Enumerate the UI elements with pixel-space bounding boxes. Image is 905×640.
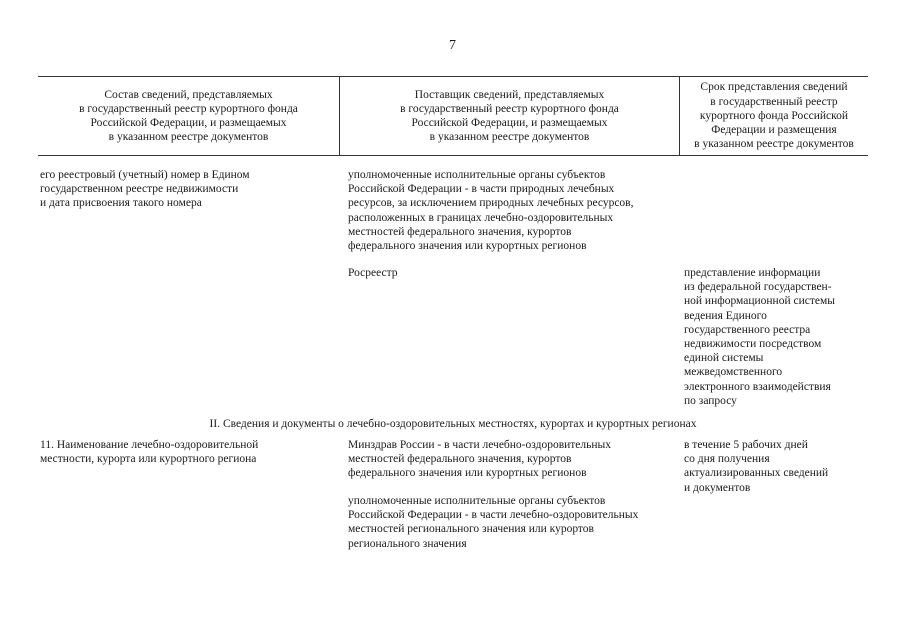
item-11-supplier-minzdrav: Минздрав России - в части лечебно-оздоровительных местностей федерального значения, курортов федерального значения или курортных регионов (348, 439, 612, 480)
item-11-deadline: в течение 5 рабочих дней со дня получения актуализированных сведений и документов (684, 439, 829, 494)
item-11-composition: 11. Наименование лечебно-оздоровительной местности, курорта или курортного региона (40, 439, 259, 466)
row-deadline-rosreestr: представление информации из федеральной государствен- ной информационной системы ведения Единого государственного реестра недвижимости посредством единой системы межведомственного электронного взаимодействия по запросу (684, 267, 835, 407)
header-cell-composition (38, 77, 339, 155)
page-number: 7 (449, 38, 456, 53)
header-cell-deadline (680, 77, 868, 155)
row-composition-text: его реестровый (учетный) номер в Едином государственном реестре недвижимости и дата присвоения такого номера (40, 169, 250, 210)
item-11-supplier-regional: уполномоченные исполнительные органы субъектов Российской Федерации - в части лечебно-оздоровительных местностей регионального значения или курортов регионального значения (348, 495, 639, 550)
registry-table (38, 76, 868, 550)
row-supplier-regional: уполномоченные исполнительные органы субъектов Российской Федерации - в части природных лечебных ресурсов, за исключением природных лечебных ресурсов, расположенных в границах лечебно-оздоровительных местностей федерального значения, курортов федерального значения или курортных регионов (348, 169, 634, 253)
header-composition-text: Состав сведений, представляемых в государственный реестр курортного фонда Российской Федерации, и размещаемых в указанном реестре документов (79, 88, 298, 144)
table-header (38, 76, 868, 156)
header-deadline-text: Срок представления сведений в государственный реестр курортного фонда Российской Федерации и размещения в указанном реестре документов (694, 81, 854, 151)
row-supplier-rosreestr: Росреестр (348, 267, 398, 279)
section-title: II. Сведения и документы о лечебно-оздоровительных местностях, курортах и курортных регионах (209, 418, 697, 430)
header-cell-supplier (340, 77, 679, 155)
header-supplier-text: Поставщик сведений, представляемых в государственный реестр курортного фонда Российской Федерации, и размещаемых в указанном реестре документов (400, 88, 619, 144)
